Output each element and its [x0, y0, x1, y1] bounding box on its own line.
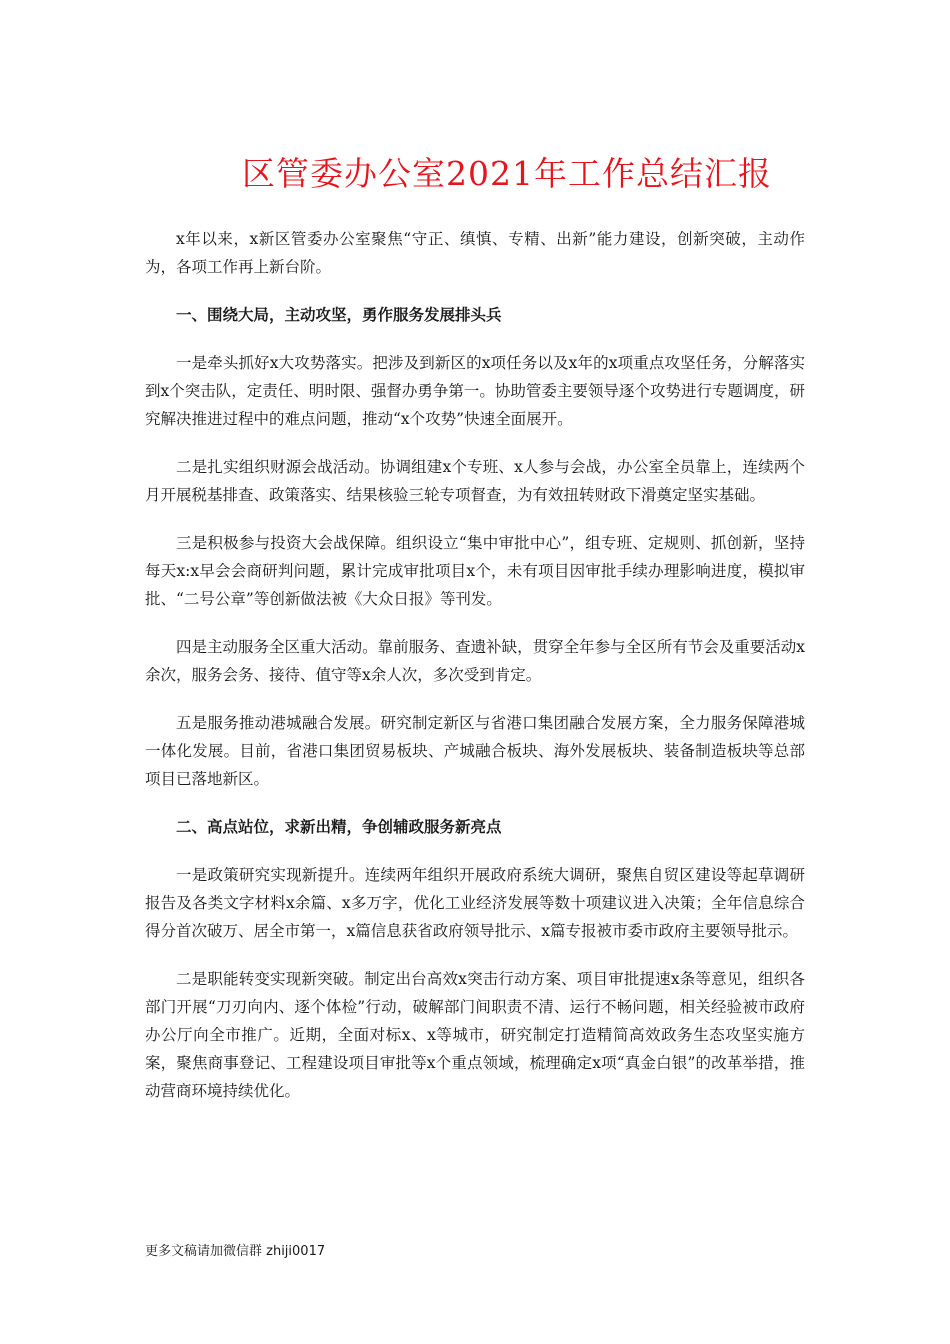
section-2-heading: 二、高点站位，求新出精，争创辅政服务新亮点 [176, 817, 502, 836]
section-2-paragraph: 一是政策研究实现新提升。连续两年组织开展政府系统大调研，聚焦自贸区建设等起草调研报告及各类文字材料x余篇、x多万字，优化工业经济发展等数十项建议进入决策；全年信息综合得分首次破万、居全市第一，x篇信息获省政府领导批示、x篇专报被市委市政府主要领导批示。 [145, 866, 805, 940]
section-1-paragraph: 四是主动服务全区重大活动。靠前服务、查遗补缺，贯穿全年参与全区所有节会及重要活动x余次，服务会务、接待、值守等x余人次，多次受到肯定。 [145, 638, 805, 684]
section-1-paragraph: 一是牵头抓好x大攻势落实。把涉及到新区的x项任务以及x年的x项重点攻坚任务，分解落实到x个突击队，定责任、明时限、强督办勇争第一。协助管委主要领导逐个攻势进行专题调度，研究解决推进过程中的难点问题，推动“x个攻势”快速全面展开。 [145, 354, 805, 428]
section-1-paragraph: 三是积极参与投资大会战保障。组织设立“集中审批中心”，组专班、定规则、抓创新，坚持每天x:x早会会商研判问题，累计完成审批项目x个，未有项目因审批手续办理影响进度，模拟审批、“二号公章”等创新做法被《大众日报》等刊发。 [145, 534, 805, 608]
section-2-paragraph: 二是职能转变实现新突破。制定出台高效x突击行动方案、项目审批提速x条等意见，组织各部门开展“刀刃向内、逐个体检”行动，破解部门间职责不清、运行不畅问题，相关经验被市政府办公厅向全市推广。近期，全面对标x、x等城市，研究制定打造精简高效政务生态攻坚实施方案，聚焦商事登记、工程建设项目审批等x个重点领域，梳理确定x项“真金白银”的改革举措，推动营商环境持续优化。 [145, 970, 805, 1100]
section-1-paragraph: 五是服务推动港城融合发展。研究制定新区与省港口集团融合发展方案，全力服务保障港城一体化发展。目前，省港口集团贸易板块、产城融合板块、海外发展板块、装备制造板块等总部项目已落地新区。 [145, 714, 805, 788]
document-title: 区管委办公室2021年工作总结汇报 [242, 154, 772, 193]
intro-paragraph: x年以来，x新区管委办公室聚焦“守正、缜慎、专精、出新”能力建设，创新突破，主动作为，各项工作再上新台阶。 [145, 230, 805, 276]
section-1-paragraph: 二是扎实组织财源会战活动。协调组建x个专班、x人参与会战，办公室全员靠上，连续两个月开展税基排查、政策落实、结果核验三轮专项督查，为有效扭转财政下滑奠定坚实基础。 [145, 458, 805, 504]
footer-note: 更多文稿请加微信群 zhiji0017 [145, 1244, 326, 1259]
section-1-heading: 一、围绕大局，主动攻坚，勇作服务发展排头兵 [176, 305, 502, 324]
document-body [145, 225, 805, 1125]
